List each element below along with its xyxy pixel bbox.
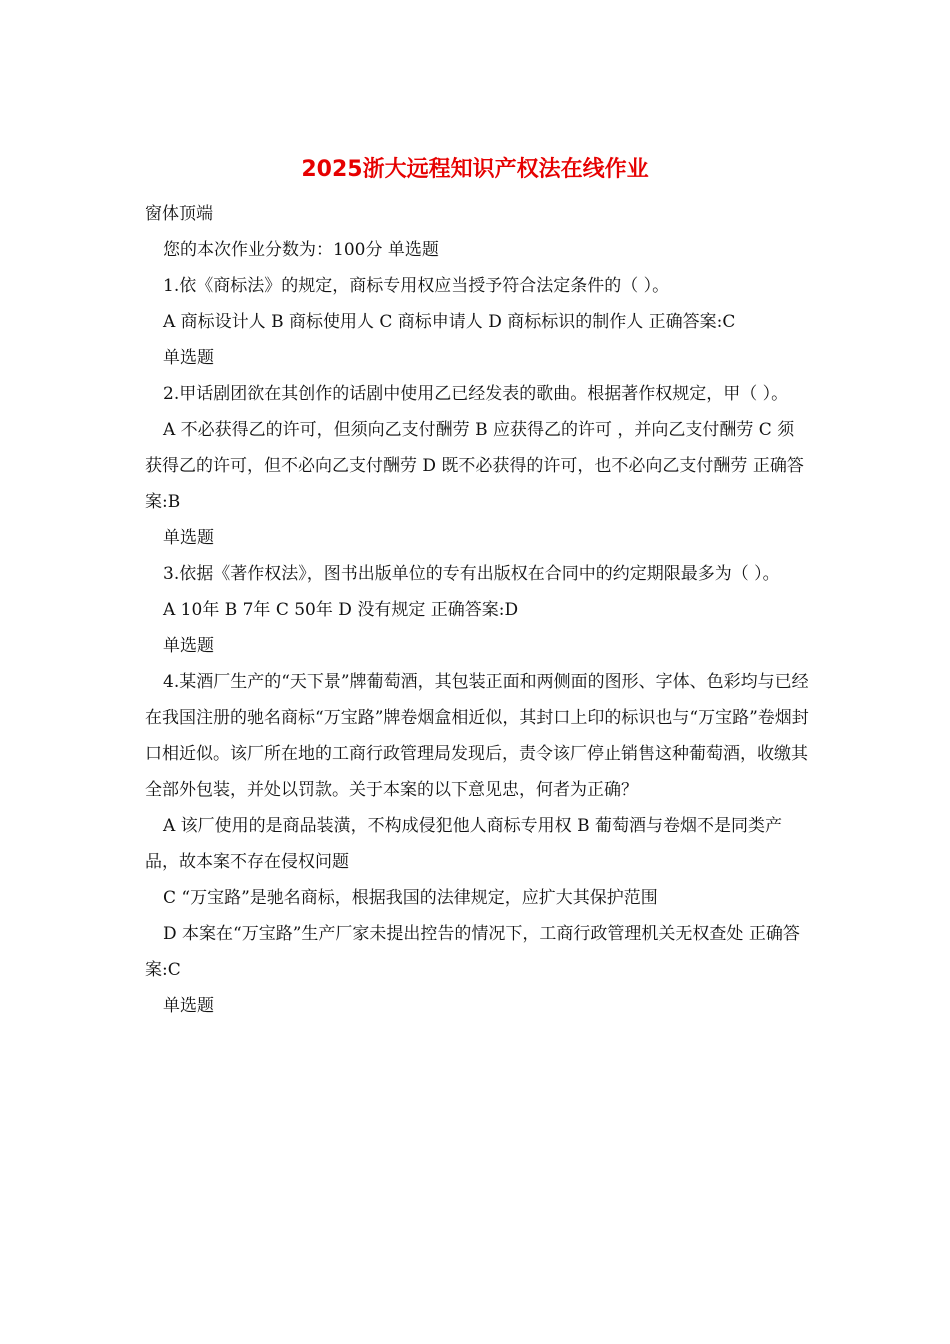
question-1-options: A 商标设计人 B 商标使用人 C 商标申请人 D 商标标识的制作人 正确答案:C xyxy=(163,312,736,332)
question-type-label: 单选题 xyxy=(163,528,214,548)
question-2-text: 2.甲话剧团欲在其创作的话剧中使用乙已经发表的歌曲。根据著作权规定，甲（ ）。 xyxy=(163,384,789,404)
question-4-text: 4.某酒厂生产的“天下景”牌葡萄酒，其包装正面和两侧面的图形、字体、色彩均与已经在我国注册的驰名商标“万宝路”牌卷烟盒相近似，其封口上印的标识也与“万宝路”卷烟封口相近似。该厂所在地的工商行政管理局发现后，责令该厂停止销售这种葡萄酒，收缴其全部外包装，并处以罚款。关于本案的以下意见忠，何者为正确？ xyxy=(145,672,809,800)
document-body xyxy=(145,196,810,1024)
question-1-text: 1.依《商标法》的规定，商标专用权应当授予符合法定条件的（ ）。 xyxy=(163,276,670,296)
question-type-label: 单选题 xyxy=(163,348,214,368)
question-3-text: 3.依据《著作权法》，图书出版单位的专有出版权在合同中的约定期限最多为（ ）。 xyxy=(163,564,780,584)
question-type-label: 单选题 xyxy=(163,996,214,1016)
document-title: 2025浙大远程知识产权法在线作业 xyxy=(301,157,649,182)
question-4-options-ab: A 该厂使用的是商品装潢，不构成侵犯他人商标专用权 B 葡萄酒与卷烟不是同类产品，故本案不存在侵权问题 xyxy=(145,816,782,872)
question-4-option-c: C “万宝路”是驰名商标，根据我国的法律规定，应扩大其保护范围 xyxy=(163,888,658,908)
form-top-label: 窗体顶端 xyxy=(145,204,213,224)
score-line: 您的本次作业分数为：100分 单选题 xyxy=(163,240,439,260)
question-4-option-d: D 本案在“万宝路”生产厂家未提出控告的情况下，工商行政管理机关无权查处 正确答案:C xyxy=(145,924,800,980)
question-2-options: A 不必获得乙的许可，但须向乙支付酬劳 B 应获得乙的许可 ，并向乙支付酬劳 C 须获得乙的许可，但不必向乙支付酬劳 D 既不必获得的许可，也不必向乙支付酬劳 正确答案:B xyxy=(145,420,804,512)
question-type-label: 单选题 xyxy=(163,636,214,656)
question-3-options: A 10年 B 7年 C 50年 D 没有规定 正确答案:D xyxy=(163,600,519,620)
